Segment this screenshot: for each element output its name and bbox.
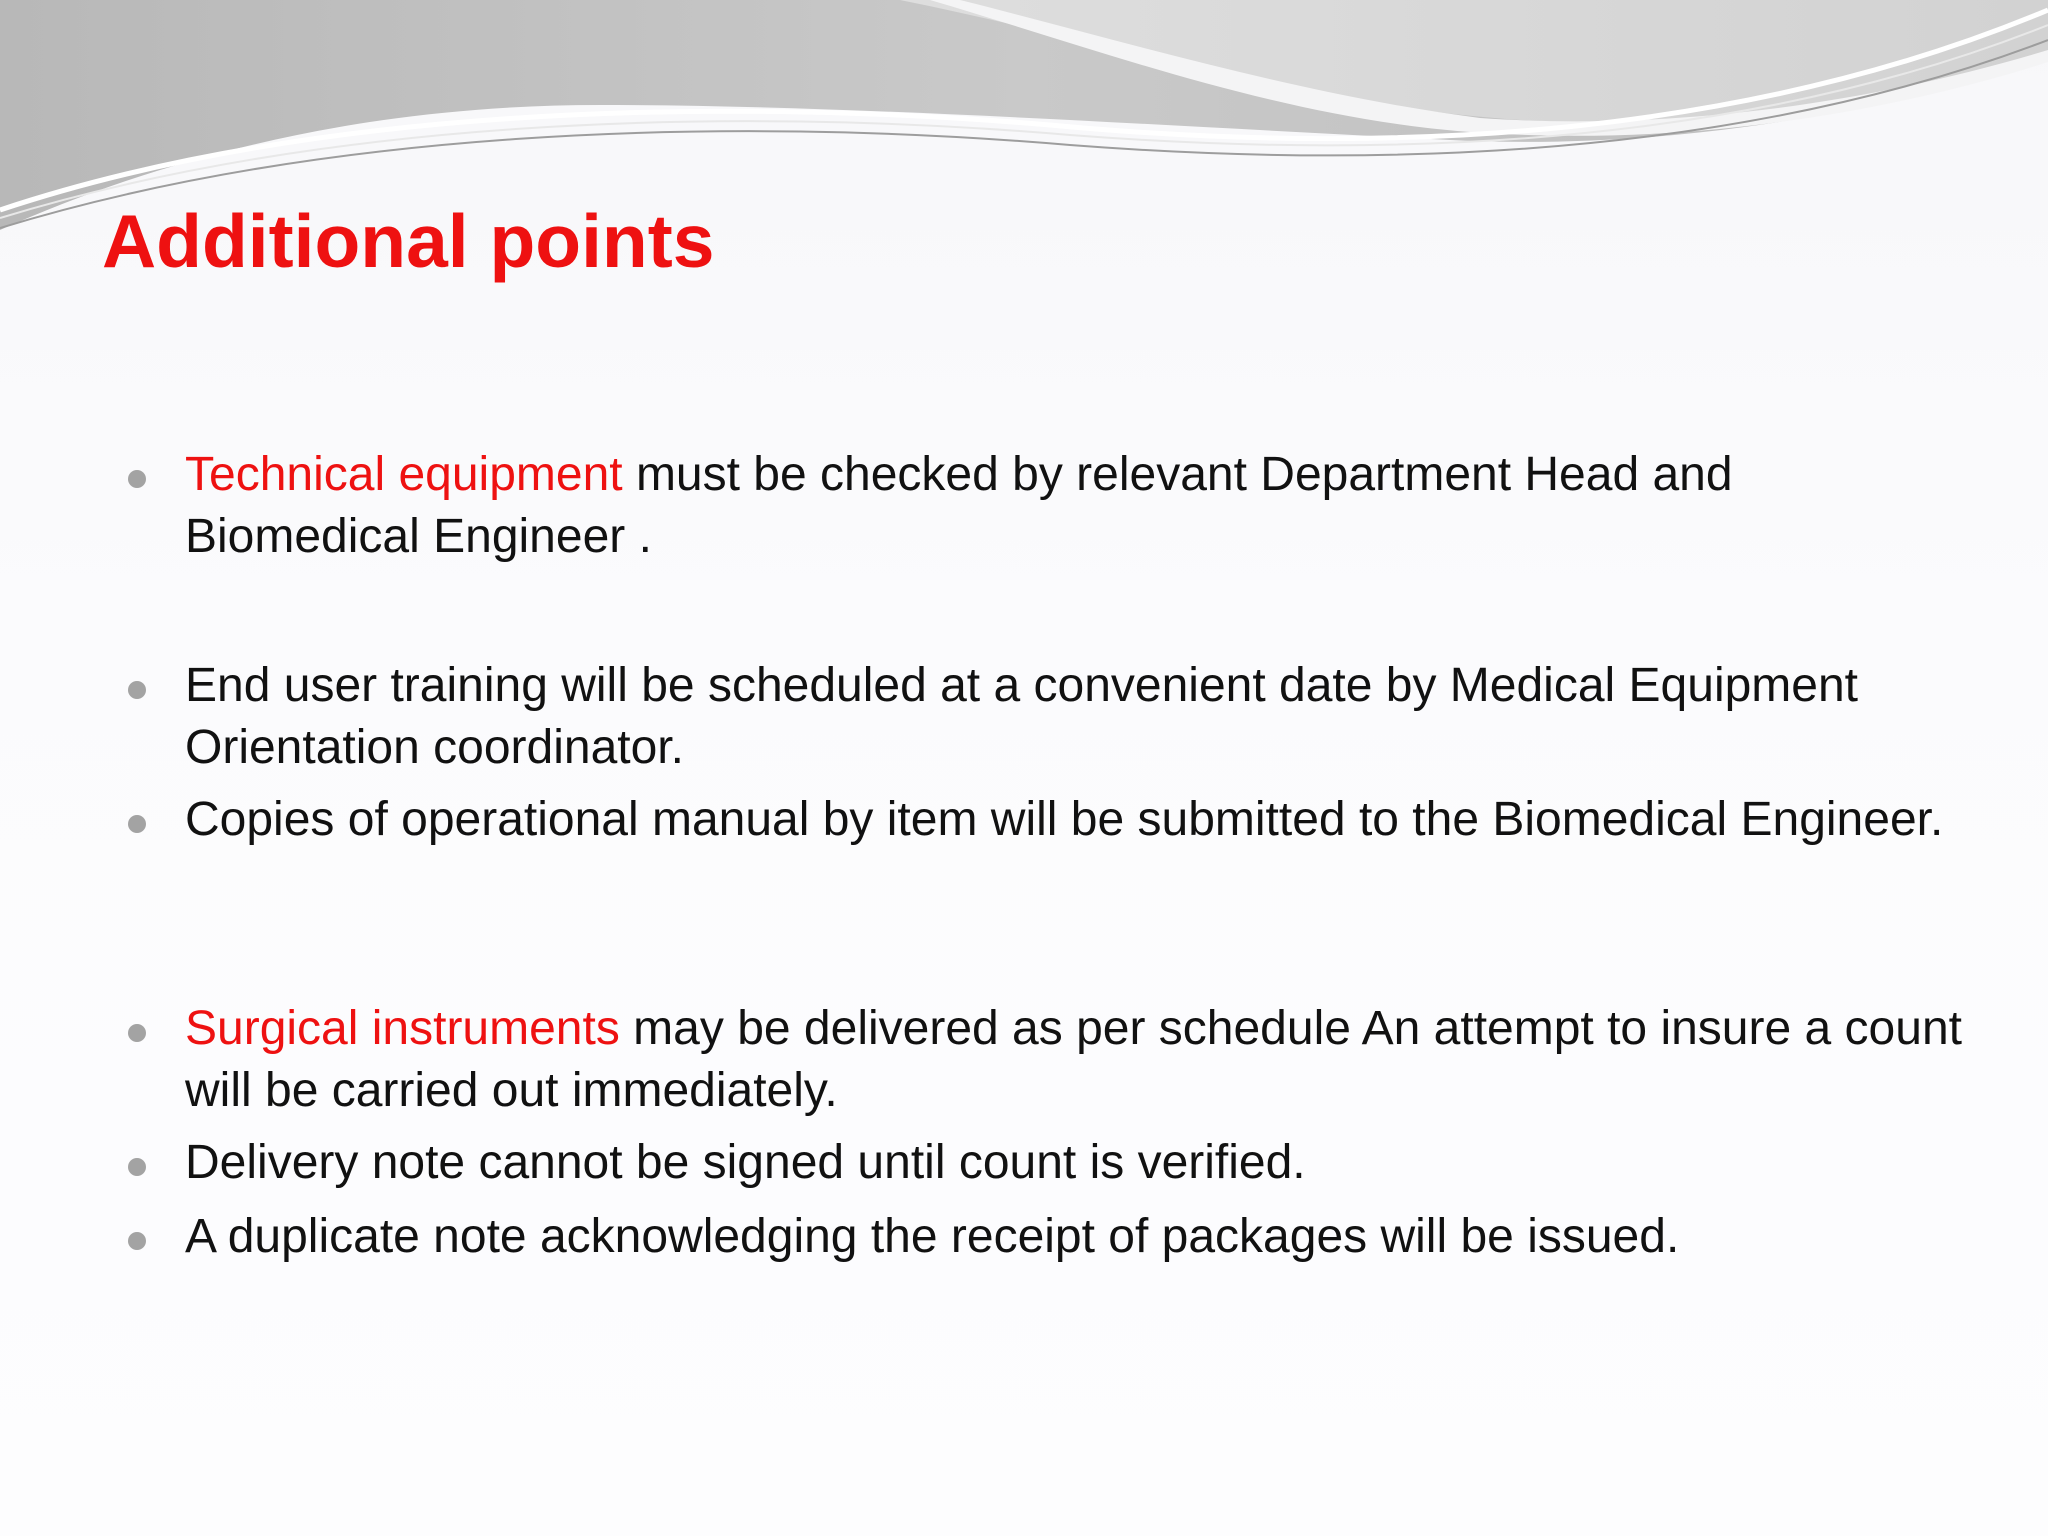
bullet-dot-icon: [128, 470, 146, 488]
bullet-dot-icon: [128, 1158, 146, 1176]
slide-title: Additional points: [102, 199, 715, 283]
bullet-text: End user training will be scheduled at a convenient date by Medical Equipment Orientation coordinator.: [185, 659, 1859, 774]
bullet-text: Copies of operational manual by item will be submitted to the Biomedical Engineer.: [185, 793, 1944, 846]
bullet-text: must be checked by relevant Department Head and Biomedical Engineer .: [185, 448, 1733, 563]
bullet-text: may be delivered as per schedule An attempt to insure a count will be carried out immediately.: [185, 1002, 1962, 1117]
bullet-item-surgical-instruments: [185, 998, 1975, 1122]
bullet-dot-icon: [128, 681, 146, 699]
bullet-dot-icon: [128, 815, 146, 833]
bullet-item-delivery-note: [185, 1132, 1975, 1194]
bullet-highlight: Surgical instruments: [185, 1002, 620, 1055]
bullet-highlight: Technical equipment: [185, 448, 623, 501]
bullet-item-duplicate-note: [185, 1206, 1975, 1268]
bullet-item-technical-equipment: [185, 444, 1975, 568]
bullet-dot-icon: [128, 1232, 146, 1250]
bullet-text: A duplicate note acknowledging the receipt of packages will be issued.: [185, 1210, 1680, 1263]
bullet-item-end-user-training: [185, 655, 1975, 779]
bullet-item-operational-manual: [185, 789, 1975, 851]
bullet-dot-icon: [128, 1024, 146, 1042]
bullet-text: Delivery note cannot be signed until count is verified.: [185, 1136, 1306, 1189]
